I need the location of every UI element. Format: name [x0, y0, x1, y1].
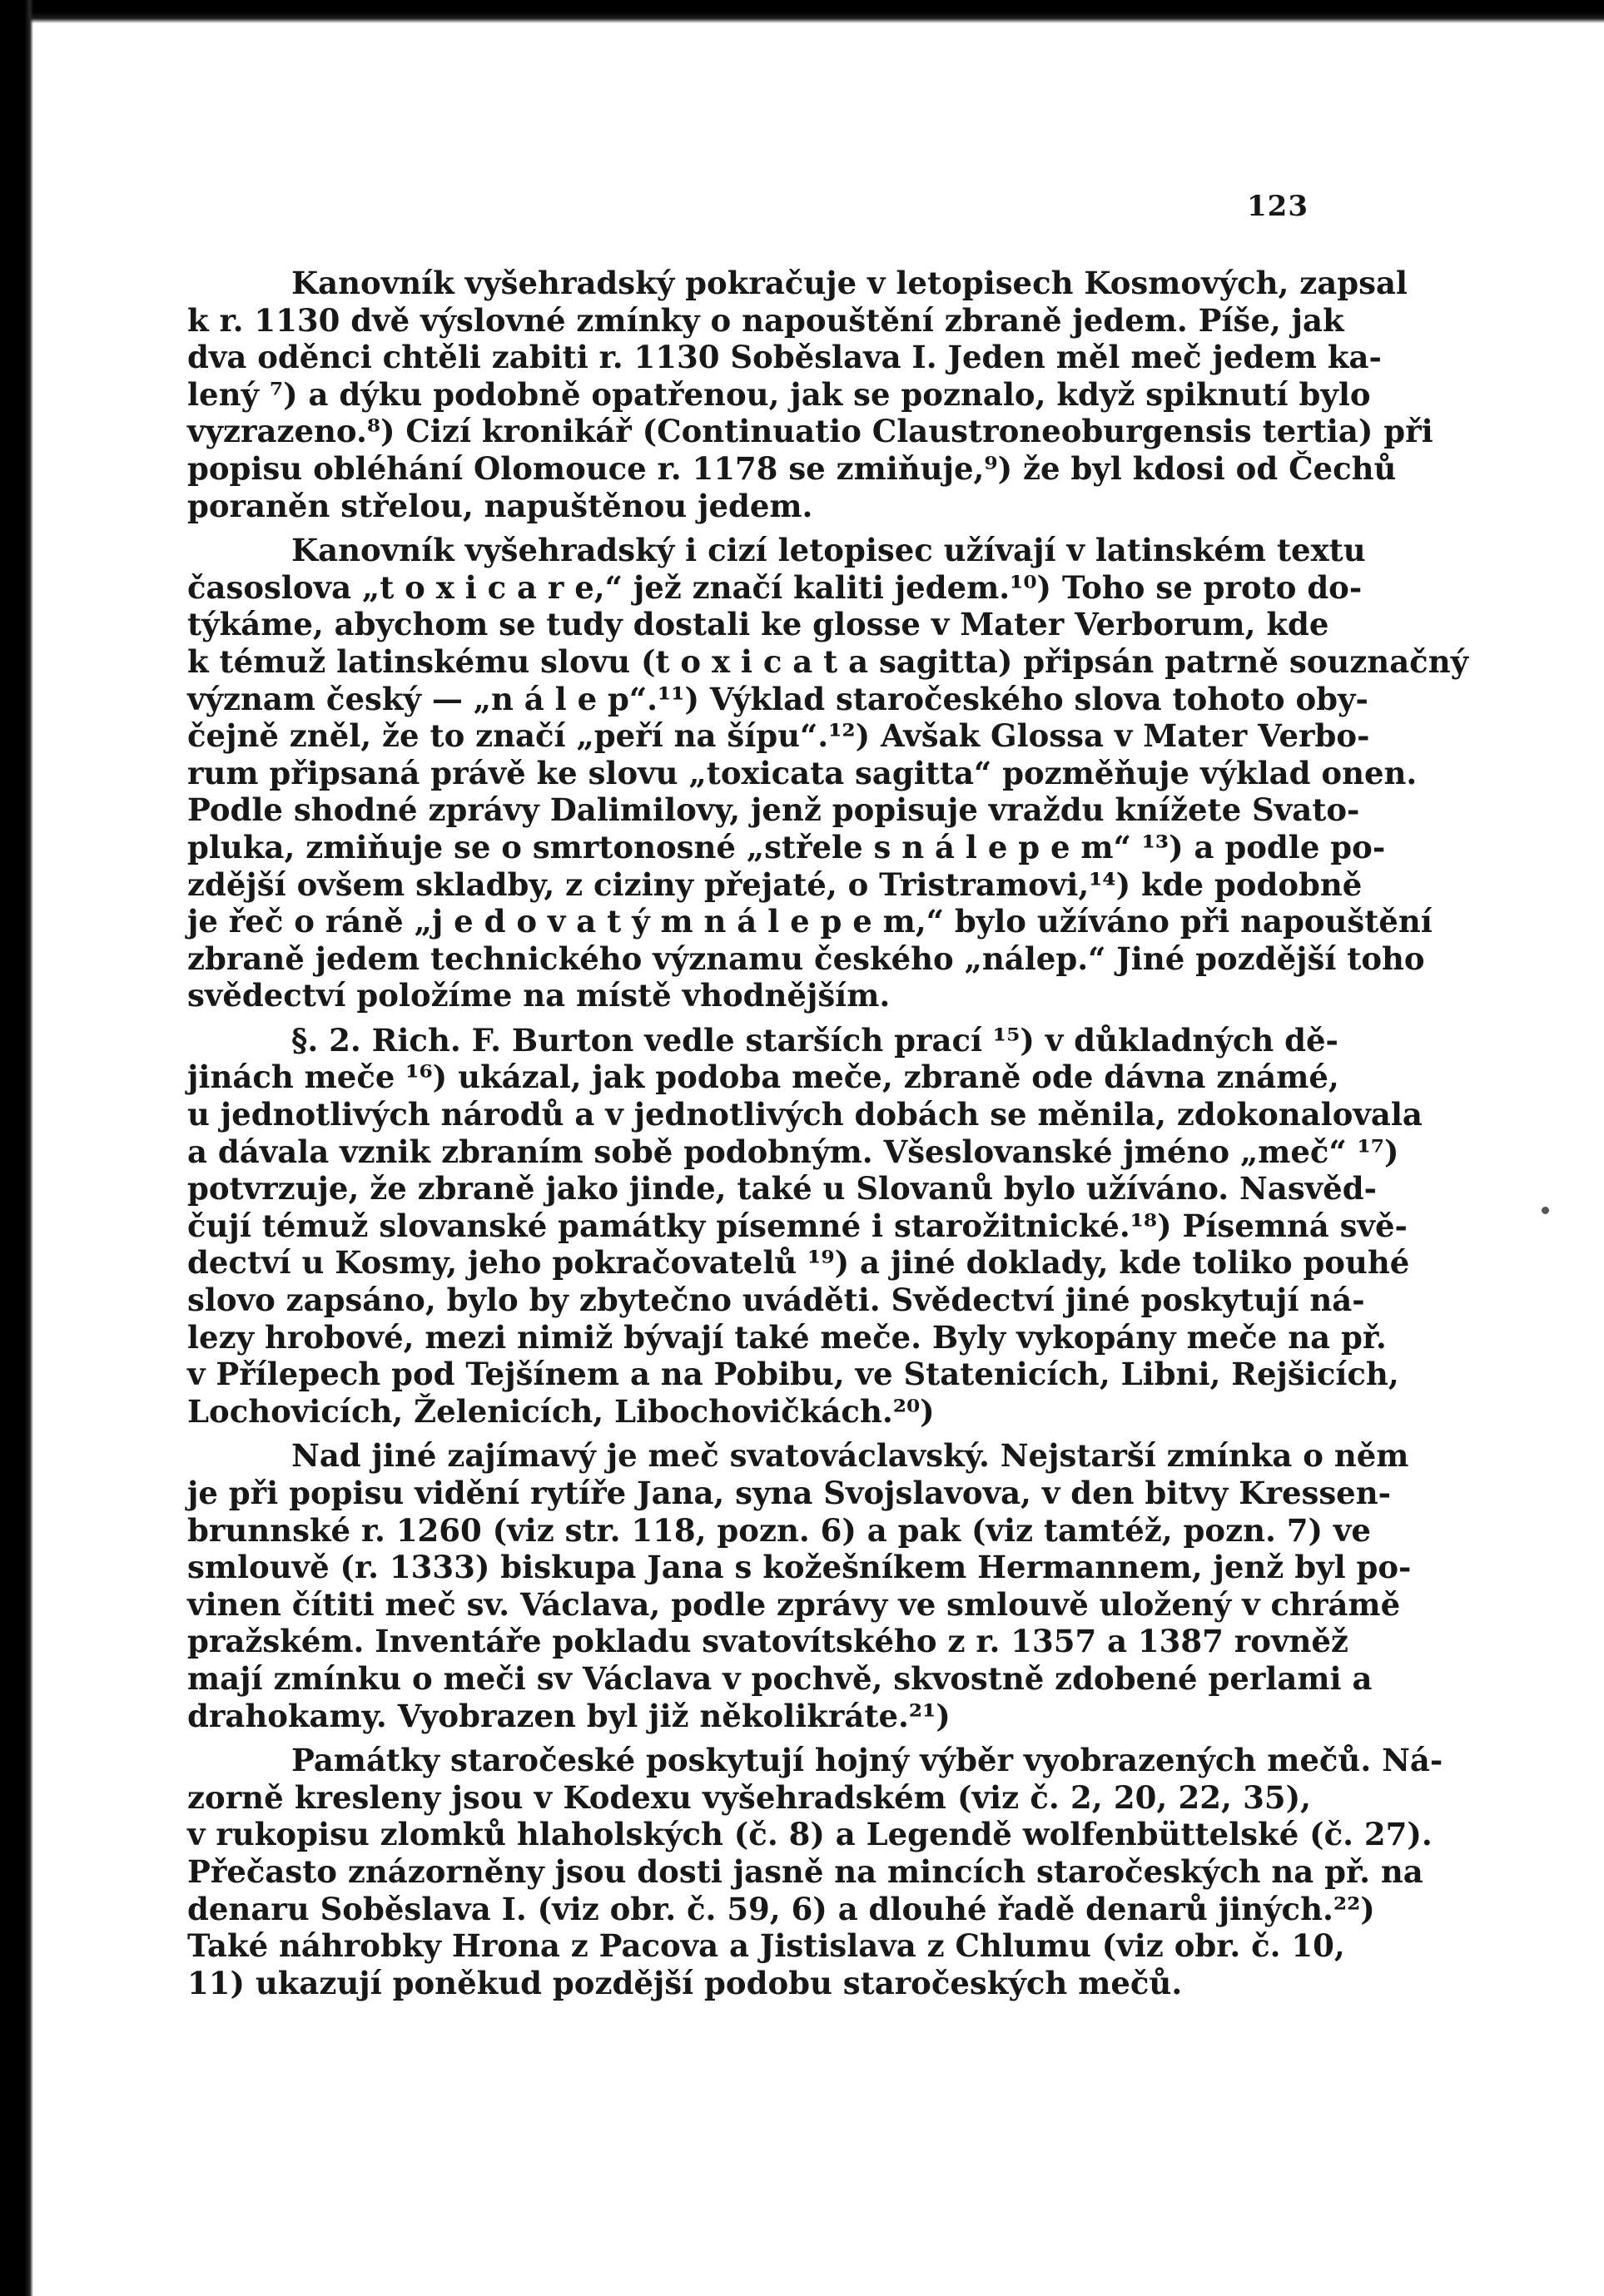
text-line: poraněn střelou, napuštěnou jedem. — [187, 487, 813, 524]
scan-border-left — [0, 0, 33, 2296]
text-line: brunnské r. 1260 (viz str. 118, pozn. 6) a pak (viz tamtéž, pozn. 7) ve — [187, 1511, 1371, 1549]
text-line: Památky staročeské poskytují hojný výběr vyobrazených mečů. Ná- — [291, 1742, 1443, 1779]
text-line: zbraně jedem technického významu českého „nálep.“ Jiné pozdější toho — [187, 940, 1425, 977]
scan-border-top — [0, 0, 1604, 23]
text-line: lený ⁷) a dýku podobně opatřenou, jak se poznalo, když spiknutí bylo — [187, 375, 1371, 413]
text-line: k témuž latinskému slovu (t o x i c a t a sagitta) připsán patrně souznačný — [187, 642, 1469, 680]
text-line: pražském. Inventáře pokladu svatovítského z r. 1357 a 1387 rovněž — [187, 1623, 1348, 1660]
text-line: potvrzuje, že zbraně jako jinde, také u Slovanů bylo užíváno. Nasvěd- — [187, 1170, 1377, 1208]
text-line: Také náhrobky Hrona z Pacova a Jistislava z Chlumu (viz obr. č. 10, — [187, 1927, 1345, 1965]
text-line: slovo zapsáno, bylo by zbytečno uváděti. Svědectví jiné poskytují ná- — [187, 1282, 1365, 1319]
text-line: vyzrazeno.⁸) Cizí kronikář (Continuatio Claustroneoburgensis tertia) při — [187, 413, 1433, 450]
paragraph — [187, 265, 1433, 524]
text-line: Lochovicích, Želenicích, Libochovičkách.²⁰) — [187, 1392, 935, 1430]
paragraph — [187, 532, 1469, 1014]
text-line: §. 2. Rich. F. Burton vedle starších prací ¹⁵) v důkladných dě- — [291, 1021, 1338, 1059]
page-number: 123 — [1247, 190, 1309, 223]
text-line: je při popisu vidění rytíře Jana, syna Svojslavova, v den bitvy Kressen- — [187, 1475, 1391, 1511]
text-line: Podle shodné zprávy Dalimilovy, jenž popisuje vraždu knížete Svato- — [187, 791, 1360, 829]
text-line: Nad jiné zajímavý je meč svatováclavský. Nejstarší zmínka o něm — [291, 1437, 1409, 1475]
text-line: čejně zněl, že to značí „peří na šípu“.¹²) Avšak Glossa v Mater Verbo- — [187, 717, 1370, 755]
text-line: v Přílepech pod Tejšínem a na Pobibu, ve Statenicích, Libni, Rejšicích, — [187, 1356, 1399, 1393]
text-line: smlouvě (r. 1333) biskupa Jana s kožešníkem Hermannem, jenž byl po- — [187, 1549, 1412, 1586]
text-line: a dávala vznik zbraním sobě podobným. Všeslovanské jméno „meč“ ¹⁷) — [187, 1133, 1399, 1170]
text-line: rum připsaná právě ke slovu „toxicata sagitta“ pozměňuje výklad onen. — [187, 754, 1418, 791]
paragraph — [187, 1437, 1412, 1734]
text-line: jinách meče ¹⁶) ukázal, jak podoba meče, zbraně ode dávna známé, — [187, 1059, 1339, 1096]
text-line: zdější ovšem skladby, z ciziny přejaté, o Tristramovi,¹⁴) kde podobně — [187, 865, 1363, 903]
text-line: význam český — „n á l e p“.¹¹) Výklad staročeského slova tohoto oby- — [187, 680, 1368, 717]
paragraph — [187, 1021, 1423, 1431]
text-line: Kanovník vyšehradský pokračuje v letopisech Kosmových, zapsal — [291, 265, 1408, 301]
text-line: časoslova „t o x i c a r e,“ jež značí kaliti jedem.¹⁰) Toho se proto do- — [187, 568, 1363, 606]
text-line: Přečasto znázorněny jsou dosti jasně na mincích staročeských na př. na — [187, 1852, 1423, 1890]
text-line: je řeč o ráně „j e d o v a t ý m n á l e p e m,“ bylo užíváno při napouštění — [187, 903, 1433, 940]
text-line: čují témuž slovanské památky písemné i starožitnické.¹⁸) Písemná svě- — [187, 1207, 1408, 1244]
text-line: denaru Soběslava I. (viz obr. č. 59, 6) a dlouhé řadě denarů jiných.²²) — [187, 1890, 1375, 1927]
text-line: popisu obléhání Olomouce r. 1178 se zmiňuje,⁹) že byl kdosi od Čechů — [187, 449, 1397, 487]
text-line: lezy hrobové, mezi nimiž bývají také meče. Byly vykopány meče na př. — [187, 1318, 1387, 1356]
text-line: Kanovník vyšehradský i cizí letopisec užívají v latinském textu — [291, 532, 1366, 569]
text-line: 11) ukazují poněkud pozdější podobu staročeských mečů. — [187, 1964, 1183, 2001]
text-line: vinen čítiti meč sv. Václava, podle zprávy ve smlouvě uložený v chrámě — [187, 1585, 1401, 1623]
text-line: týkáme, abychom se tudy dostali ke glosse v Mater Verborum, kde — [187, 606, 1329, 643]
stray-ink-dot — [1542, 1207, 1549, 1214]
text-line: dectví u Kosmy, jeho pokračovatelů ¹⁹) a jiné doklady, kde toliko pouhé — [187, 1244, 1410, 1282]
text-line: v rukopisu zlomků hlaholských (č. 8) a Legendě wolfenbüttelské (č. 27). — [187, 1816, 1433, 1853]
text-line: zorně kresleny jsou v Kodexu vyšehradském (viz č. 2, 20, 22, 35), — [187, 1778, 1311, 1816]
body-text — [187, 265, 1469, 2001]
text-line: svědectví položíme na místě vhodnějším. — [187, 977, 891, 1014]
text-line: dva oděnci chtěli zabiti r. 1130 Soběslava I. Jeden měl meč jedem ka- — [187, 339, 1382, 376]
text-line: pluka, zmiňuje se o smrtonosné „střele s n á l e p e m“ ¹³) a podle po- — [187, 828, 1386, 865]
text-line: drahokamy. Vyobrazen byl již několikráte.²¹) — [187, 1697, 951, 1734]
text-line: k r. 1130 dvě výslovné zmínky o napouštění zbraně jedem. Píše, jak — [187, 301, 1344, 339]
text-line: u jednotlivých národů a v jednotlivých dobách se měnila, zdokonalovala — [187, 1096, 1423, 1133]
text-line: mají zmínku o meči sv Václava v pochvě, skvostně zdobené perlami a — [187, 1659, 1373, 1697]
paragraph — [187, 1742, 1443, 2001]
